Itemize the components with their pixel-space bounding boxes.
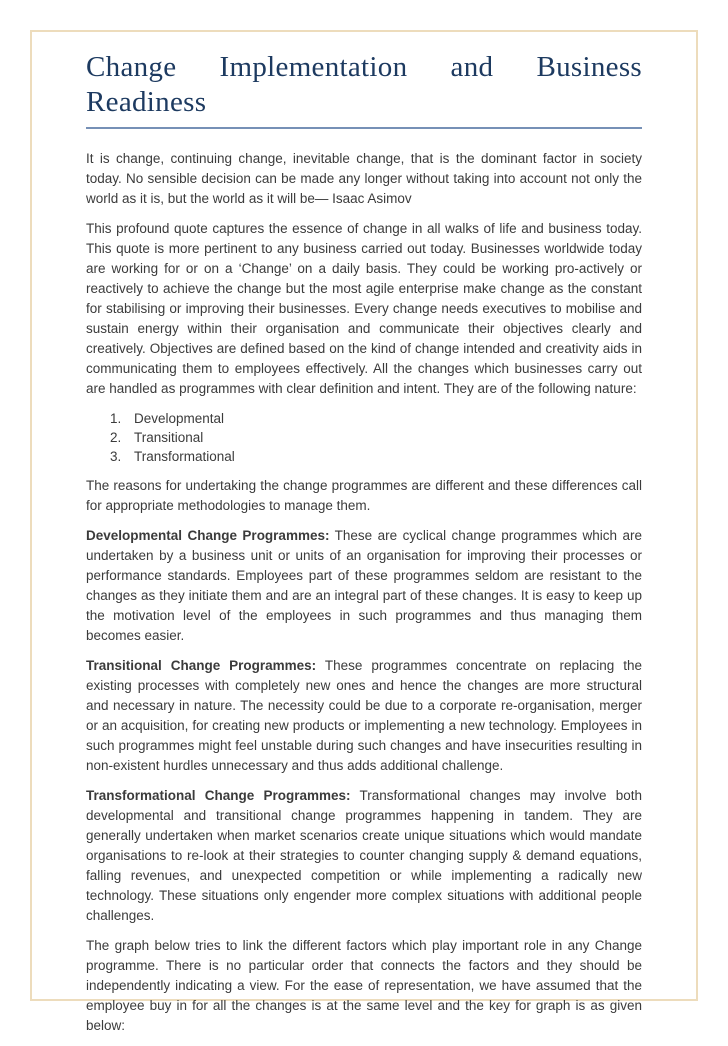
paragraph-text-transitional: These programmes concentrate on replacing the existing processes with completely new ones and hence the changes are more structural and necessary in nature. The necessity could be due to a corporate re-organisation, merger or an acquisition, for creating new products or implementing a new technology. Employees in such programmes might feel unstable during such changes and have insecurities resulting in non-existent hurdles unnecessary and thus adds additional challenge. bbox=[86, 658, 642, 773]
paragraph-text-developmental: These are cyclical change programmes which are undertaken by a business unit or units of an organisation for improving their processes or performance standards. Employees part of these programmes seldom are resistant to the changes as they initiate them and are an integral part of these changes. It is easy to keep up the motivation level of the employees in such programmes and thus managing them becomes easier. bbox=[86, 528, 642, 643]
list-item-label: Transformational bbox=[134, 449, 235, 464]
document-title-line-2: Readiness bbox=[86, 86, 207, 118]
list-item-label: Transitional bbox=[134, 430, 204, 445]
document-page bbox=[86, 50, 642, 1046]
change-types-list bbox=[86, 409, 642, 466]
list-item bbox=[110, 447, 642, 466]
paragraph-lead-transitional: Transitional Change Programmes: bbox=[86, 658, 317, 673]
paragraph-lead-transformational: Transformational Change Programmes: bbox=[86, 788, 351, 803]
paragraph-graph-intro: The graph below tries to link the different factors which play important role in any Change programme. There is no particular order that connects the factors and they should be independently indicating a view. For the ease of representation, we have assumed that the employee buy in for all the changes is at the same level and the key for graph is as given below: bbox=[86, 938, 642, 1033]
list-item bbox=[110, 428, 642, 447]
document-title bbox=[86, 50, 642, 129]
list-item-number: 3. bbox=[110, 449, 122, 464]
paragraph-transformational bbox=[86, 786, 642, 926]
paragraph-developmental bbox=[86, 526, 642, 646]
document-title-line-1: Change Implementation and Business bbox=[86, 51, 642, 83]
list-item-label: Developmental bbox=[134, 411, 225, 426]
paragraph-lead-developmental: Developmental Change Programmes: bbox=[86, 528, 330, 543]
paragraph-overview: This profound quote captures the essence of change in all walks of life and business today. This quote is more pertinent to any business carried out today. Businesses worldwide today are working for or on a ‘Change’ on a daily basis. They could be working pro-actively or reactively to achieve the change but the most agile enterprise make change as the constant for stabilising or improving their businesses. Every change needs executives to mobilise and sustain energy within their organisation and communicate their objectives clearly and creatively. Objectives are defined based on the kind of change intended and creativity aids in communicating them to employees effectively. All the changes which businesses carry out are handled as programmes with clear definition and intent. They are of the following nature: bbox=[86, 221, 642, 396]
list-item-number: 1. bbox=[110, 411, 122, 426]
list-item-number: 2. bbox=[110, 430, 122, 445]
paragraph-text-transformational: Transformational changes may involve both developmental and transitional change programmes happening in tandem. They are generally undertaken when market scenarios create unique situations which would mandate organisations to re-look at their strategies to counter changing supply & demand equations, falling revenues, and unexpected competition or while implementing a radically new technology. These situations only engender more complex situations with additional people challenges. bbox=[86, 788, 643, 923]
list-item bbox=[110, 409, 642, 428]
paragraph-quote: It is change, continuing change, inevitable change, that is the dominant factor in society today. No sensible decision can be made any longer without taking into account not only the world as it is, but the world as it will be— Isaac Asimov bbox=[86, 151, 642, 206]
paragraph-reasons: The reasons for undertaking the change programmes are different and these differences call for appropriate methodologies to manage them. bbox=[86, 478, 642, 513]
paragraph-transitional bbox=[86, 656, 642, 776]
